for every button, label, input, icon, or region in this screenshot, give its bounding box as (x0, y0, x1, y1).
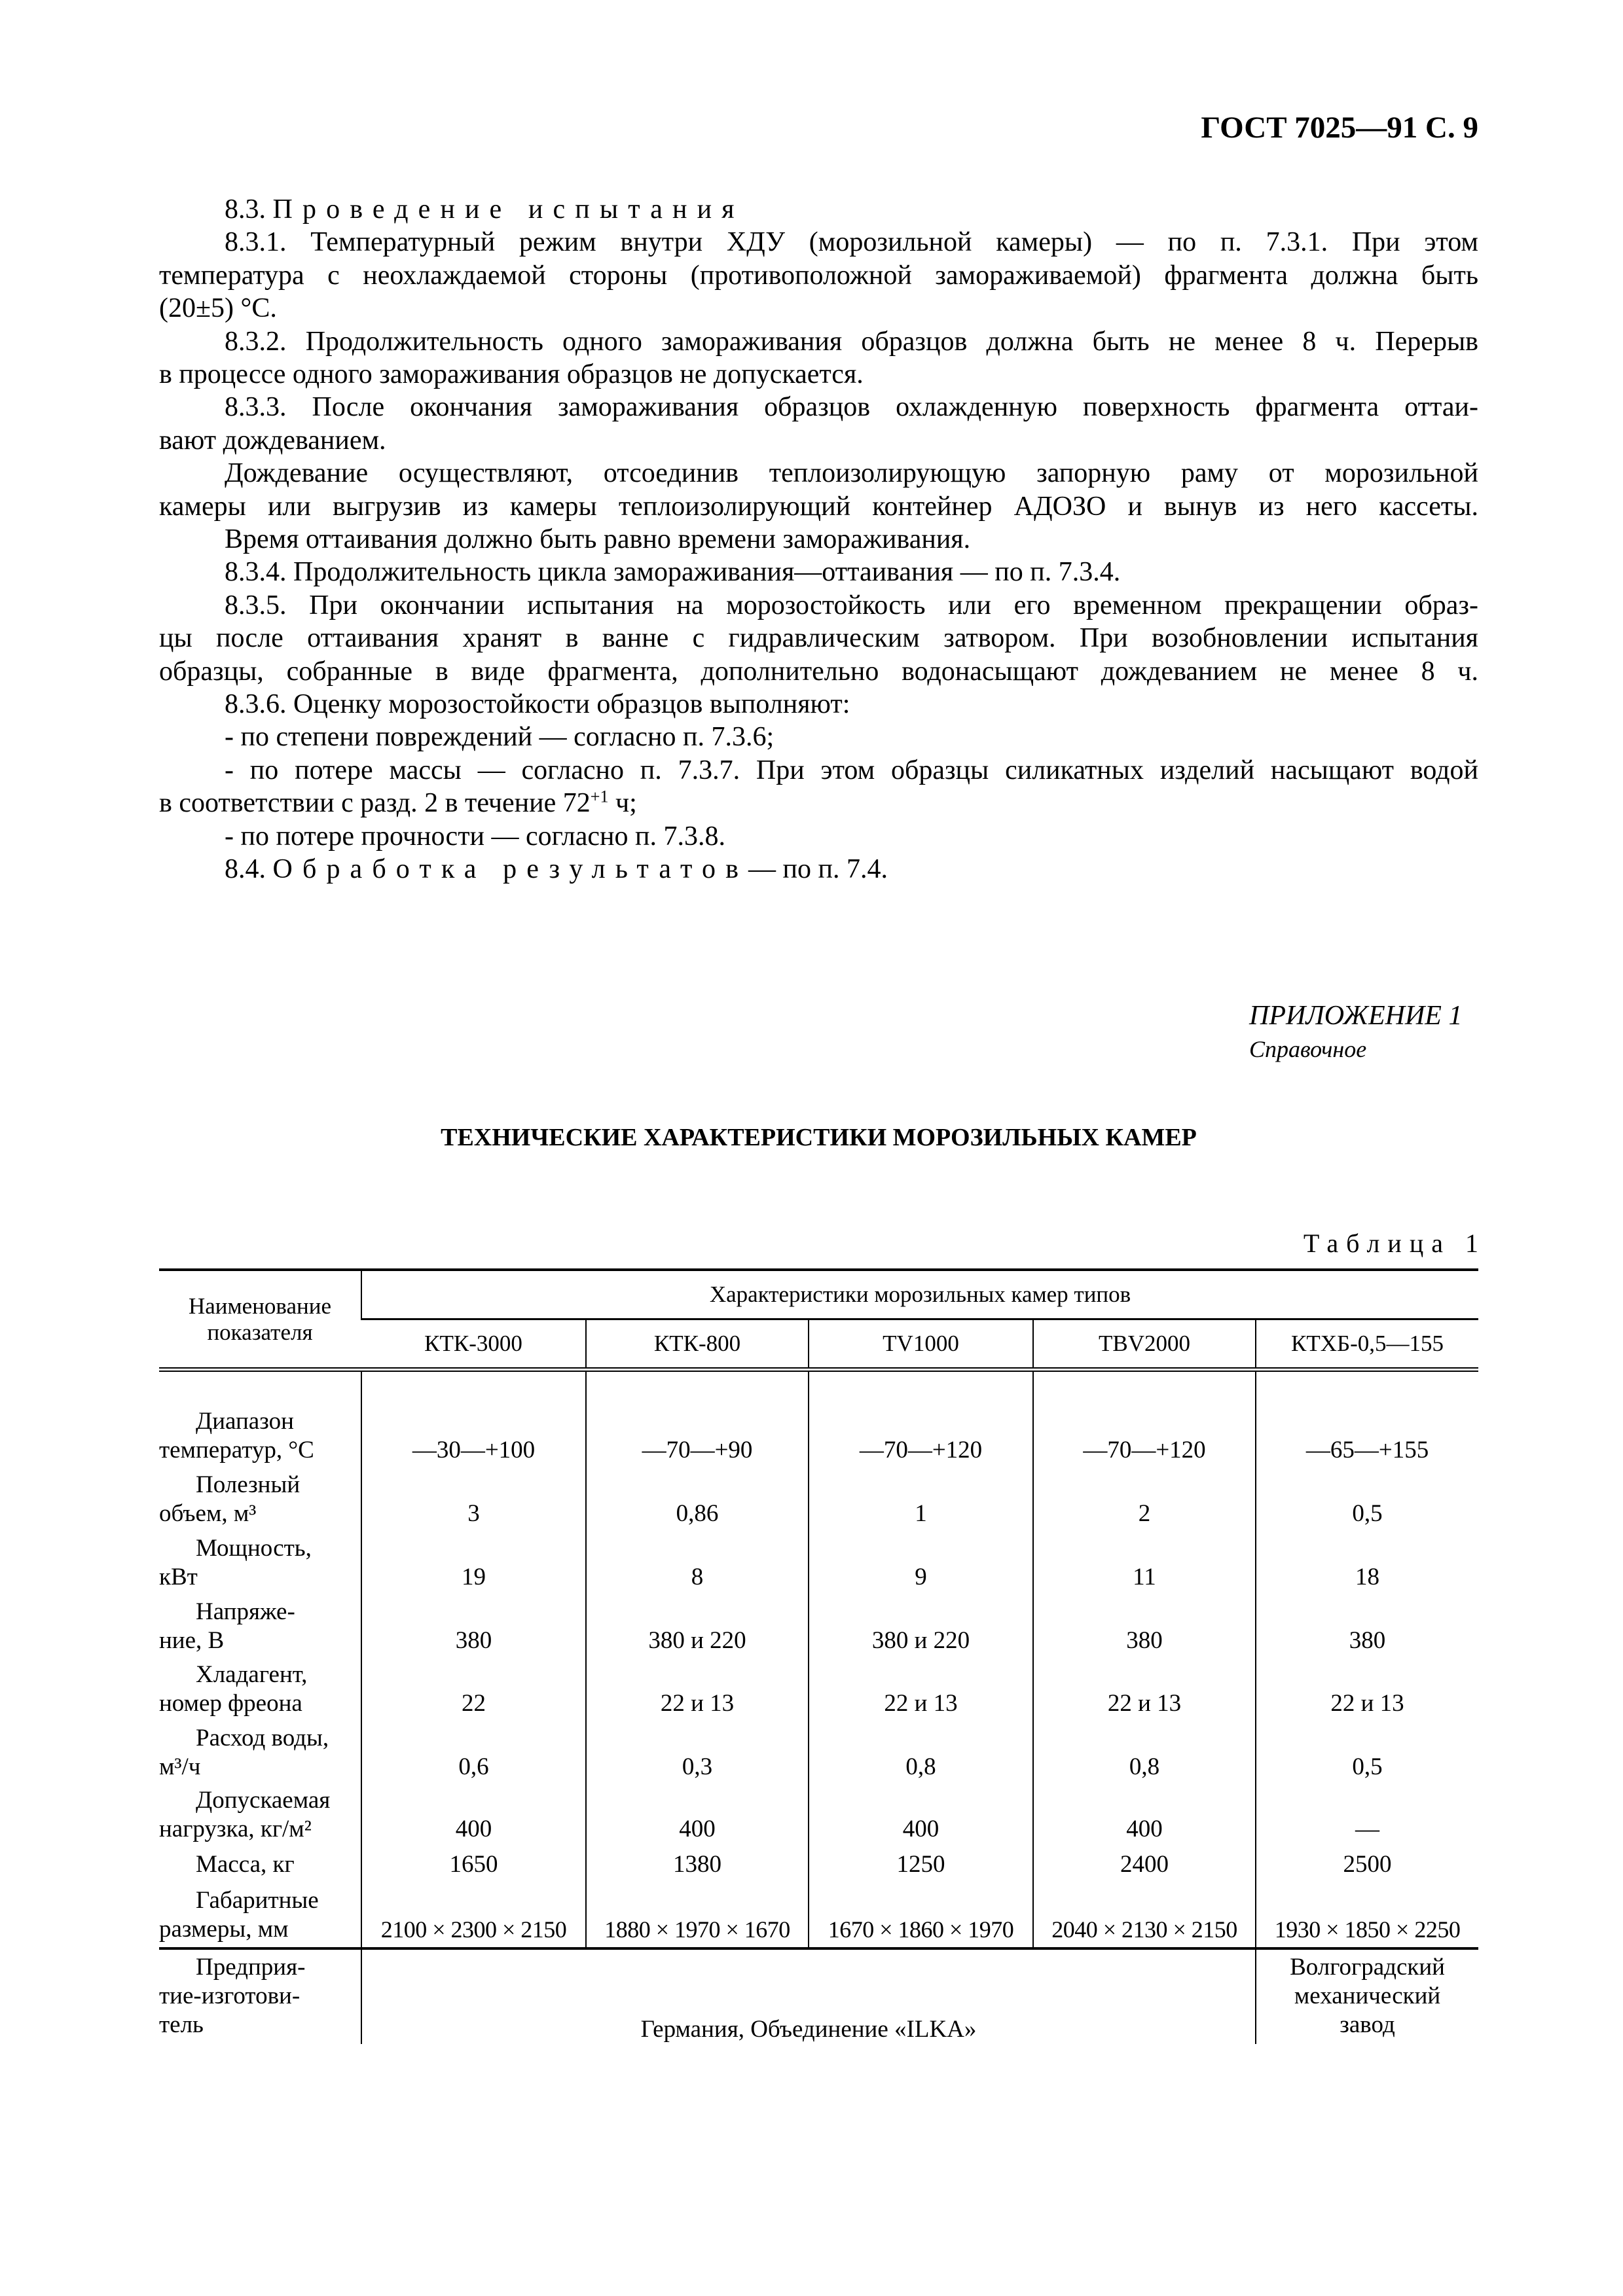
table-row (159, 1782, 1478, 1844)
row-label-line: нагрузка, кг/м² (159, 1816, 312, 1842)
table-cell: —70—+90 (586, 1370, 809, 1465)
row-label-line: Допускаемая (196, 1787, 331, 1814)
text-line: в соответствии с разд. 2 в течение $72^{+1}$ ч; (159, 787, 637, 818)
table-cell: —30—+100 (361, 1370, 586, 1465)
row-label-line: Хладагент, (196, 1661, 308, 1688)
manufacturer-line: Волгоградский (1290, 1954, 1445, 1981)
text-line: образцы, собранные в виде фрагмента, дополнительно водонасыщают дождеванием не менее 8 ч. (159, 656, 1478, 687)
table-cell: 1650 (361, 1844, 586, 1879)
table-row (159, 1655, 1478, 1718)
column-header: КТК-800 (586, 1319, 809, 1370)
row-label-line: Масса, кг (196, 1851, 295, 1878)
text-line: (20±5) °С. (159, 293, 277, 323)
table-cell: 2 (1033, 1465, 1256, 1528)
table-cell: —70—+120 (809, 1370, 1033, 1465)
freezer-specs-table (159, 1268, 1478, 2044)
text-line: цы после оттаивания хранят в ванне с гидравлическим затвором. При возобновлении испытания (159, 623, 1478, 653)
table-cell: 380 (361, 1592, 586, 1655)
row-label-line: Предприя- (196, 1954, 306, 1981)
table-row-manufacturer (159, 1948, 1478, 2044)
column-header: КТХБ-0,5—155 (1256, 1319, 1478, 1370)
document-reference: ГОСТ 7025—91 С. 9 (1201, 111, 1478, 145)
column-header: TBV2000 (1033, 1319, 1256, 1370)
table-cell: 1 (809, 1465, 1033, 1528)
table-cell: 22 и 13 (586, 1655, 809, 1718)
text-line: - по степени повреждений — согласно п. 7.3.6; (225, 722, 775, 752)
row-label-line: тие-изготови- (159, 1982, 301, 2009)
section-heading-8-4: 8.4. Обработка результатов— по п. 7.4. (225, 854, 888, 884)
row-label (159, 1844, 361, 1879)
text-line: 8.3.1. Температурный режим внутри ХДУ (морозильной камеры) — по п. 7.3.1. При этом (225, 227, 1478, 257)
row-label (159, 1465, 361, 1528)
table-cell: 380 (1033, 1592, 1256, 1655)
table-cell: 0,3 (586, 1718, 809, 1782)
table-cell: 400 (1033, 1782, 1256, 1844)
table-cell: 22 и 13 (1033, 1655, 1256, 1718)
table-row (159, 1879, 1478, 1948)
table-row (159, 1370, 1478, 1465)
section-title: Обработка результатов (272, 854, 749, 884)
row-label-line: кВт (159, 1564, 198, 1590)
table-cell: 1880 × 1970 × 1670 (586, 1879, 809, 1948)
table-row (159, 1528, 1478, 1592)
text-line: 8.3.3. После окончания замораживания образцов охлажденную поверхность фрагмента оттаи- (225, 392, 1478, 422)
table-cell: 1380 (586, 1844, 809, 1879)
table-cell: 0,5 (1256, 1465, 1478, 1528)
row-label-line: Напряже- (196, 1598, 295, 1625)
table-cell: —70—+120 (1033, 1370, 1256, 1465)
table-cell: 1670 × 1860 × 1970 (809, 1879, 1033, 1948)
row-label-line: тель (159, 2011, 204, 2038)
text-line: 8.3.4. Продолжительность цикла замораживания—оттаивания — по п. 7.3.4. (225, 557, 1121, 587)
table-row (159, 1465, 1478, 1528)
section-title: Проведение испытания (272, 194, 744, 224)
row-label (159, 1655, 361, 1718)
text-line: Дождевание осуществляют, отсоединив теплоизолирующую запорную раму от морозильной (225, 458, 1478, 488)
manufacturer-volgograd (1256, 1948, 1478, 2044)
text-line: в процессе одного замораживания образцов не допускается. (159, 359, 864, 389)
table-row (159, 1718, 1478, 1782)
row-label (159, 1528, 361, 1592)
table-cell: 0,86 (586, 1465, 809, 1528)
table-cell: 11 (1033, 1528, 1256, 1592)
table-cell: 18 (1256, 1528, 1478, 1592)
table-cell: 380 и 220 (809, 1592, 1033, 1655)
row-label-line: размеры, мм (159, 1916, 289, 1943)
row-label-line: Расход воды, (196, 1725, 329, 1751)
column-header: КТК-3000 (361, 1319, 586, 1370)
row-label (159, 1948, 361, 2044)
text-line: 8.3.6. Оценку морозостойкости образцов выполняют: (225, 689, 850, 719)
table-cell: 22 и 13 (809, 1655, 1033, 1718)
table-cell: — (1256, 1782, 1478, 1844)
table-cell: 0,8 (809, 1718, 1033, 1782)
table-cell: 380 (1256, 1592, 1478, 1655)
row-label (159, 1879, 361, 1948)
text-line: Время оттаивания должно быть равно времени замораживания. (225, 524, 971, 554)
section-heading-8-3: 8.3. Проведение испытания (225, 194, 744, 224)
row-label-line: м³/ч (159, 1753, 201, 1780)
appendix-title: ТЕХНИЧЕСКИЕ ХАРАКТЕРИСТИКИ МОРОЗИЛЬНЫХ КАМЕР (441, 1124, 1197, 1151)
row-label-line: Полезный (196, 1471, 301, 1498)
table-cell: 2400 (1033, 1844, 1256, 1879)
table-row (159, 1844, 1478, 1879)
row-label-line: ние, В (159, 1627, 225, 1654)
table-cell: 0,8 (1033, 1718, 1256, 1782)
table-cell: 22 (361, 1655, 586, 1718)
table-cell: 22 и 13 (1256, 1655, 1478, 1718)
text-line: 8.3.5. При окончании испытания на морозостойкость или его временном прекращении образ- (225, 590, 1478, 620)
table-cell: —65—+155 (1256, 1370, 1478, 1465)
manufacturer-line: механический (1294, 1982, 1441, 2009)
row-label (159, 1718, 361, 1782)
table-cell: 2100 × 2300 × 2150 (361, 1879, 586, 1948)
appendix-label: ПРИЛОЖЕНИЕ 1 (1249, 1001, 1463, 1031)
table-cell: 2500 (1256, 1844, 1478, 1879)
row-label-line: температур, °С (159, 1437, 314, 1463)
table-row (159, 1592, 1478, 1655)
text-line: температура с неохлаждаемой стороны (противоположной замораживаемой) фрагмента должна быть (159, 260, 1478, 291)
appendix-type: Справочное (1249, 1036, 1367, 1062)
table-cell: 380 и 220 (586, 1592, 809, 1655)
text-line: - по потере массы — согласно п. 7.3.7. При этом образцы силикатных изделий насыщают водой (225, 755, 1478, 785)
row-label-line: номер фреона (159, 1690, 302, 1717)
table-cell: 0,5 (1256, 1718, 1478, 1782)
row-label (159, 1782, 361, 1844)
row-label (159, 1592, 361, 1655)
table-cell: 400 (361, 1782, 586, 1844)
table-cell: 0,6 (361, 1718, 586, 1782)
row-label-line: объем, м³ (159, 1500, 257, 1527)
text-line: - по потере прочности — согласно п. 7.3.8. (225, 821, 725, 852)
column-group-header: Характеристики морозильных камер типов (361, 1270, 1478, 1319)
text-line: вают дождеванием. (159, 425, 386, 456)
text-line: камеры или выгрузив из камеры теплоизолирующий контейнер АДОЗО и вынув из него кассеты. (159, 492, 1478, 522)
table-caption: Таблица 1 (1303, 1229, 1486, 1258)
table-cell: 3 (361, 1465, 586, 1528)
table-cell: 2040 × 2130 × 2150 (1033, 1879, 1256, 1948)
column-header-indicator: Наименование показателя (159, 1270, 361, 1370)
text-line: 8.3.2. Продолжительность одного замораживания образцов должна быть не менее 8 ч. Перерыв (225, 327, 1478, 357)
table-cell: 8 (586, 1528, 809, 1592)
table-cell: 400 (586, 1782, 809, 1844)
row-label (159, 1370, 361, 1465)
table-cell: 1250 (809, 1844, 1033, 1879)
row-label-line: Габаритные (196, 1887, 319, 1914)
manufacturer-germany: Германия, Объединение «ILKA» (361, 1948, 1256, 2044)
table-cell: 9 (809, 1528, 1033, 1592)
row-label-line: Мощность, (196, 1535, 312, 1562)
column-header: TV1000 (809, 1319, 1033, 1370)
row-label-line: Диапазон (196, 1408, 294, 1435)
table-cell: 19 (361, 1528, 586, 1592)
manufacturer-line: завод (1340, 2011, 1395, 2038)
table-cell: 400 (809, 1782, 1033, 1844)
table-cell: 1930 × 1850 × 2250 (1256, 1879, 1478, 1948)
